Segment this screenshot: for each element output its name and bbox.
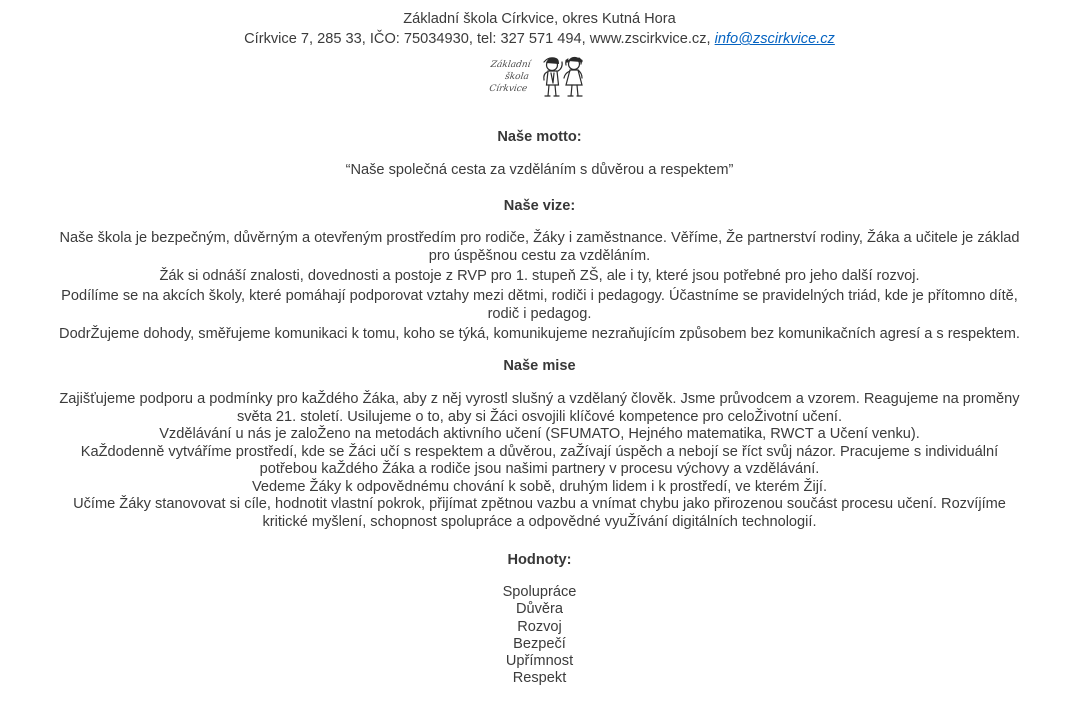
vize-paragraph: Podílíme se na akcích školy, které pomáhají podporovat vztahy mezi dětmi, rodiči i pedagogy. Účastníme se pravidelných triád, kde je přítomno dítě, rodič i pedagog. (61, 288, 1018, 322)
hodnoty-list (56, 584, 1024, 688)
motto-quote: “Naše společná cesta za vzděláním s důvěrou a respektem” (345, 162, 734, 178)
contact-text: Církvice 7, 285 33, IČO: 75034930, tel: 327 571 494, www.zscirkvice.cz, (244, 31, 715, 47)
mise-paragraph: KaŽdodenně vytváříme prostředí, kde se Žáci učí s respektem a důvěrou, zaŽívají úspěch a nebojí se říct svůj názor. Pracujeme s individuální potřebou kaŽdého Žáka a rodiče jsou našimi partnery v procesu výchovy a vzdělávání. (80, 443, 999, 477)
children-drawing-icon (532, 53, 590, 101)
hodnota-item: Spolupráce (502, 584, 577, 600)
hodnota-item: Rozvoj (517, 618, 562, 635)
vize-paragraph: Naše škola je bezpečným, důvěrným a otevřeným prostředím pro rodiče, Žáky i zaměstnance. Věříme, Že partnerství rodiny, Žáka a učitele je základ pro úspěšnou cestu za vzděláním. (59, 230, 1020, 264)
hodnota-item: Důvěra (515, 601, 564, 618)
hodnota-item: Bezpečí (513, 635, 566, 652)
mise-paragraph: Vzdělávání u nás je zaloŽeno na metodách aktivního učení (SFUMATO, Hejného matematika, RWCT a Učení venku). (159, 426, 920, 442)
school-name-line: Základní škola Církvice, okres Kutná Hora (403, 11, 676, 27)
mise-paragraphs (56, 391, 1024, 531)
mise-heading: Naše mise (503, 358, 576, 374)
mise-paragraph: Vedeme Žáky k odpovědnému chování k sobě, druhým lidem i k prostředí, ve kterém Žijí. (251, 478, 828, 495)
vize-paragraph: DodrŽujeme dohody, směřujeme komunikaci k tomu, koho se týká, komunikujeme nezraňujícím způsobem bez komunikačních agresí a s respektem. (59, 326, 1020, 342)
contact-line (56, 29, 1024, 49)
logo-script-text: Základní škola Církvice (488, 60, 531, 94)
email-link[interactable]: info@zscirkvice.cz (714, 31, 835, 47)
letterhead (56, 0, 1024, 49)
vize-paragraphs (56, 229, 1024, 343)
vize-paragraph: Žák si odnáší znalosti, dovednosti a postoje z RVP pro 1. stupeň ZŠ, ale i ty, které jsou potřebné pro jeho další rozvoj. (159, 268, 920, 284)
vize-heading: Naše vize: (503, 198, 576, 214)
mise-paragraph: Zajišťujeme podporu a podmínky pro kaŽdého Žáka, aby z něj vyrostl slušný a vzdělaný člověk. Jsme průvodcem a vzorem. Reagujeme na proměny světa 21. století. Usilujeme o to, aby si Žáci osvojili klíčové kompetence pro celoŽivotní učení. (59, 391, 1020, 425)
hodnota-item: Respekt (512, 670, 567, 687)
motto-heading: Naše motto: (497, 129, 582, 145)
hodnoty-heading: Hodnoty: (507, 552, 572, 568)
document-page (56, 0, 1024, 688)
mise-paragraph: Učíme Žáky stanovovat si cíle, hodnotit vlastní pokrok, přijímat zpětnou vazbu a vnímat chybu jako přirozenou součást procesu učení. Rozvíjíme kritické myšlení, schopnost spolupráce a odpovědné vyuŽívání digitálních technologií. (73, 496, 1006, 530)
school-logo (56, 52, 1024, 102)
hodnota-item: Upřímnost (505, 653, 574, 670)
